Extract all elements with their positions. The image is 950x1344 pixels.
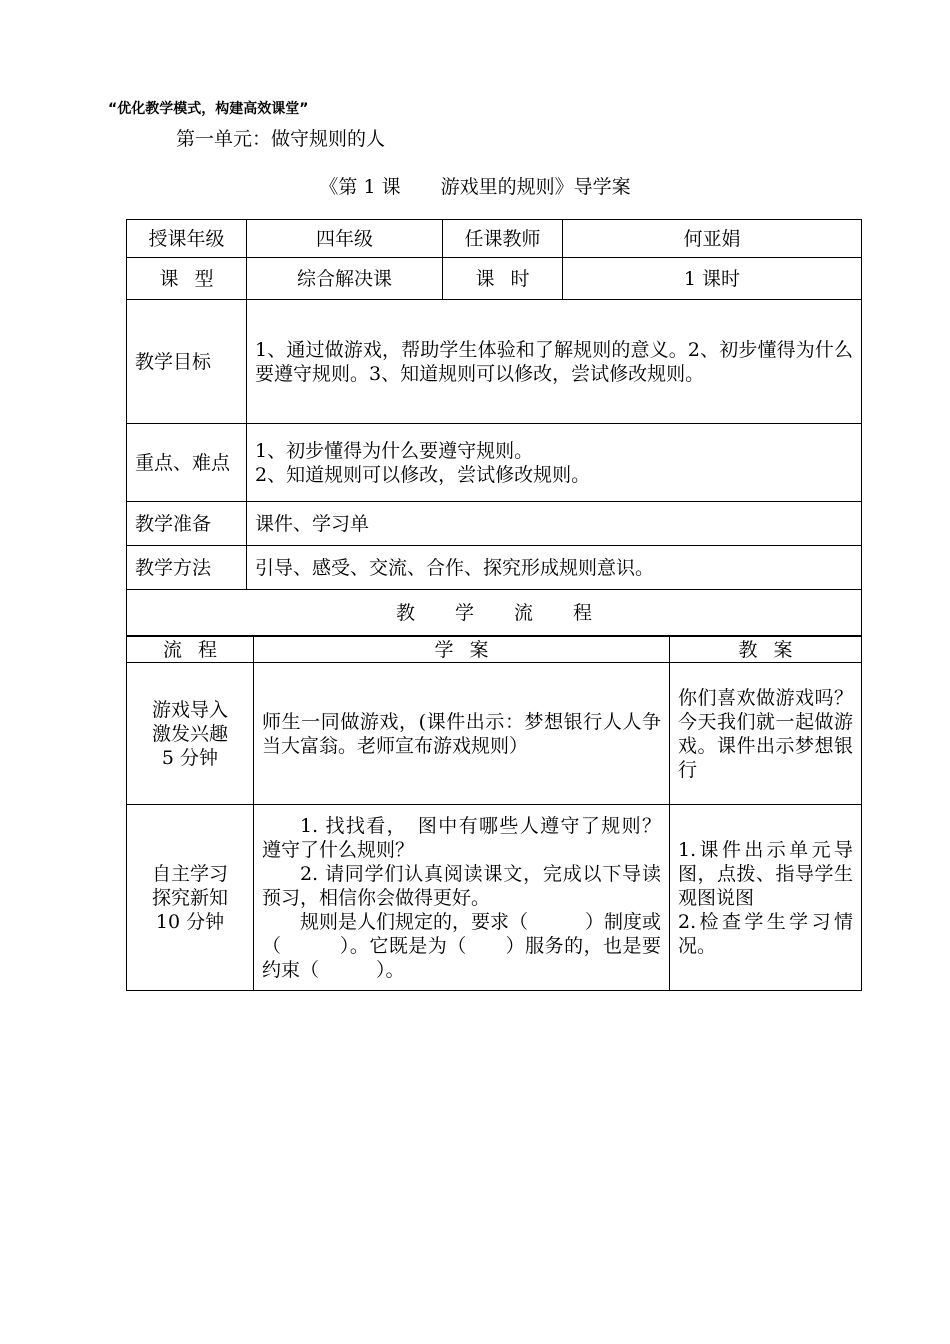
goals-row (127, 300, 862, 424)
keypoints-value (247, 424, 862, 502)
keypoint-2: 2、知道规则可以修改，尝试修改规则。 (255, 463, 591, 486)
flow-row-1-teach (670, 663, 862, 805)
flow-row-1-study (254, 663, 670, 805)
flow-row-1-process (127, 663, 254, 805)
flow-title-char-4: 程 (573, 601, 593, 624)
flow-row-2-process-line-3: 10 分钟 (155, 910, 225, 933)
flow-row-1-process-line-3: 5 分钟 (161, 746, 219, 769)
teacher-label: 任课教师 (443, 220, 563, 258)
goals-value: 1、通过做游戏，帮助学生体验和了解规则的意义。2、初步懂得为什么要遵守规则。3、知道规则可以修改，尝试修改规则。 (247, 300, 862, 424)
keypoint-1: 1、初步懂得为什么要遵守规则。 (255, 439, 534, 462)
col-study-header (254, 637, 670, 663)
hours-value: 1 课时 (563, 258, 862, 300)
col-teach-header (670, 637, 862, 663)
type-value: 综合解决课 (247, 258, 443, 300)
col-teach-char-1: 教 (738, 638, 758, 661)
keypoints-row (127, 424, 862, 502)
type-label (127, 258, 247, 300)
lesson-name: 游戏里的规则》导学案 (440, 176, 631, 198)
flow-row-2 (127, 805, 862, 991)
flow-row-2-process-line-2: 探究新知 (151, 886, 228, 909)
flow-title-char-2: 学 (454, 601, 474, 624)
flow-row-2-teach-item-1: 1.课件出示单元导图，点拨、指导学生观图说图 (678, 838, 853, 909)
prep-value: 课件、学习单 (247, 502, 862, 546)
hours-label-part-1: 课 (475, 267, 495, 290)
type-label-part-1: 课 (159, 267, 179, 290)
col-study-char-2: 案 (469, 638, 489, 661)
hours-label (443, 258, 563, 300)
flow-row-1 (127, 663, 862, 805)
col-teach-char-2: 案 (773, 638, 793, 661)
method-value: 引导、感受、交流、合作、探究形成规则意识。 (247, 546, 862, 590)
type-label-part-2: 型 (194, 267, 214, 290)
flow-row-2-study (254, 805, 681, 991)
grade-label: 授课年级 (127, 220, 247, 258)
flow-row-1-process-line-1: 游戏导入 (151, 698, 228, 721)
prep-label: 教学准备 (127, 502, 247, 546)
prep-row (127, 502, 862, 546)
lesson-title (0, 172, 950, 199)
teacher-value: 何亚娟 (563, 220, 862, 258)
unit-title: 第一单元：做守规则的人 (176, 128, 386, 150)
flow-row-2-study-item-2: 2. 请同学们认真阅读课文，完成以下导读预习，相信你会做得更好。 (262, 862, 661, 909)
flow-title-row (127, 590, 862, 636)
header-slogan: “优化教学模式，构建高效课堂” (108, 101, 309, 117)
flow-title-char-1: 教 (395, 601, 415, 624)
col-process-char-2: 程 (198, 638, 218, 661)
flow-title-char-3: 流 (514, 601, 534, 624)
col-process-char-1: 流 (162, 638, 182, 661)
grade-row (127, 220, 862, 258)
lesson-number: 《第 1 课 (319, 176, 401, 198)
hours-label-part-2: 时 (510, 267, 530, 290)
flow-row-1-process-line-2: 激发兴趣 (151, 722, 228, 745)
flow-row-2-process-line-1: 自主学习 (151, 862, 228, 885)
method-label: 教学方法 (127, 546, 247, 590)
flow-row-2-study-item-1: 1. 找找看， 图中有哪些人遵守了规则？ 遵守了什么规则？ (262, 814, 681, 861)
teaching-flow-table (126, 636, 862, 991)
flow-header-row (127, 637, 862, 663)
lesson-info-table (126, 219, 862, 636)
flow-row-1-teach-text: 你们喜欢做游戏吗？今天我们就一起做游戏。课件出示梦想银行 (678, 686, 853, 781)
flow-row-2-study-item-3: 规则是人们规定的，要求（ ）制度或（ ）。它既是为（ ）服务的，也是要约束（ ）。 (262, 910, 662, 981)
flow-title (127, 590, 862, 636)
method-row (127, 546, 862, 590)
flow-row-1-study-text: 师生一同做游戏，(课件出示：梦想银行人人争当大富翁。老师宣布游戏规则） (262, 710, 661, 757)
flow-row-2-process (127, 805, 254, 991)
flow-row-2-teach-item-2: 2.检查学生学习情况。 (678, 910, 853, 957)
col-process-header (127, 637, 254, 663)
flow-row-2-teach (670, 805, 862, 991)
grade-value: 四年级 (247, 220, 443, 258)
col-study-char-1: 学 (434, 638, 454, 661)
keypoints-label: 重点、难点 (127, 424, 247, 502)
type-row (127, 258, 862, 300)
goals-label: 教学目标 (127, 300, 247, 424)
